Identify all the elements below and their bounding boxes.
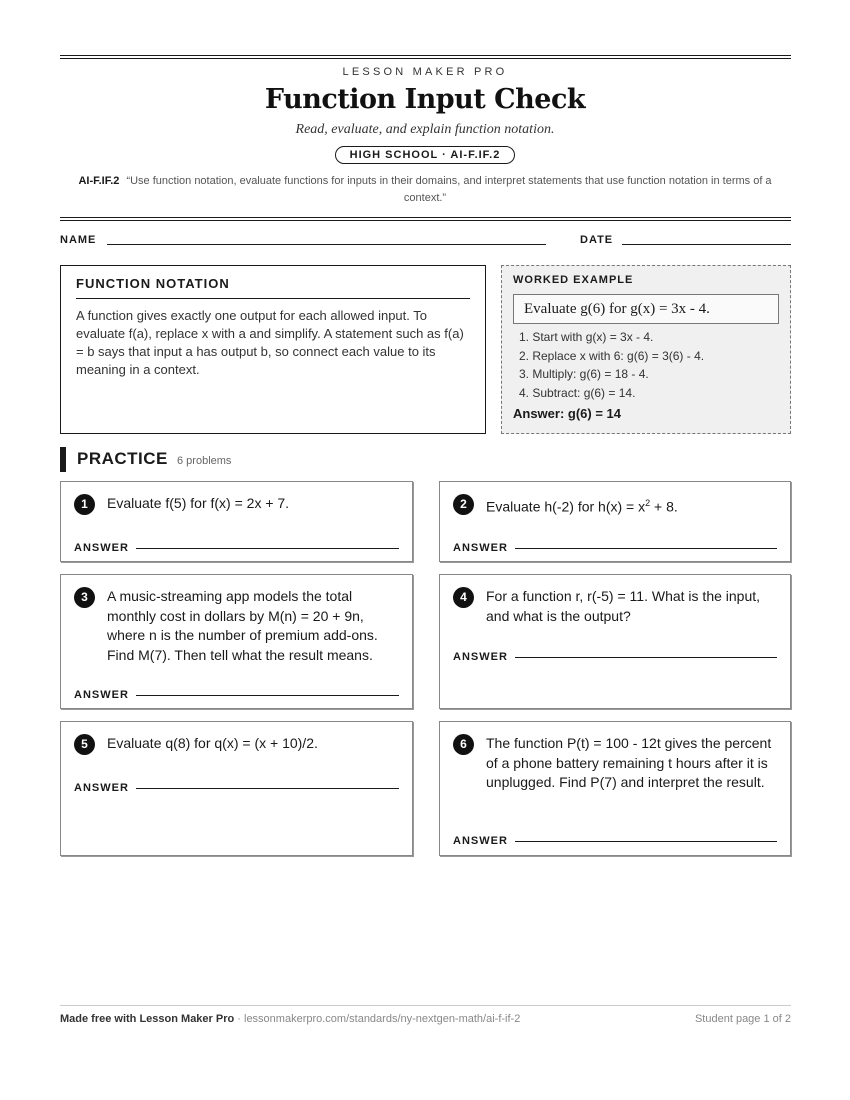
- practice-title: PRACTICE: [77, 449, 168, 468]
- problem-card-2: [439, 481, 791, 562]
- answer-row: [453, 831, 777, 849]
- worked-step: 1. Start with g(x) = 3x - 4.: [519, 330, 654, 344]
- problem-text: [486, 494, 777, 517]
- problem-card-5: [60, 721, 413, 856]
- page-title: Function Input Check: [264, 84, 586, 115]
- worked-step: 4. Subtract: g(6) = 14.: [519, 385, 636, 400]
- worked-example-box: [501, 265, 791, 434]
- exponent: 2: [645, 498, 651, 508]
- header-bottom-rule: [60, 217, 791, 221]
- problem-number: 6: [453, 734, 474, 755]
- name-field[interactable]: [107, 244, 546, 245]
- problem-number: 4: [453, 587, 474, 608]
- footer-credit: [60, 1013, 520, 1025]
- answer-label: ANSWER: [453, 835, 508, 847]
- problem-card-1: [60, 481, 413, 562]
- function-notation-text: A function gives exactly one output for each allowed input. To evaluate f(a), replace x with a and simplify. A statement such as f(a) = b says that input a has output b, so connect each value to its meaning in a context.: [76, 308, 464, 377]
- page-subtitle: Read, evaluate, and explain function notation.: [295, 122, 555, 137]
- worked-example-answer: Answer: g(6) = 14: [513, 406, 622, 421]
- problem-number: 5: [74, 734, 95, 755]
- answer-field-6[interactable]: [515, 841, 777, 842]
- answer-label: ANSWER: [74, 689, 129, 701]
- problem-text-part: + 8.: [650, 498, 678, 515]
- problem-card-6: [439, 721, 791, 856]
- answer-label: ANSWER: [74, 542, 129, 554]
- date-label: DATE: [580, 234, 614, 246]
- date-field[interactable]: [622, 244, 791, 245]
- answer-field-2[interactable]: [515, 548, 777, 549]
- worked-example-steps: [513, 328, 779, 402]
- answer-row: [453, 538, 777, 556]
- worked-step: 2. Replace x with 6: g(6) = 3(6) - 4.: [519, 348, 705, 363]
- problem-card-4: [439, 574, 791, 709]
- standard-code: AI-F.IF.2: [78, 175, 120, 187]
- answer-row: [74, 538, 399, 556]
- worked-step: 3. Multiply: g(6) = 18 - 4.: [519, 367, 649, 381]
- problem-text: Evaluate q(8) for q(x) = (x + 10)/2.: [107, 735, 318, 751]
- answer-label: ANSWER: [453, 542, 508, 554]
- problem-text-part: Evaluate h(-2) for h(x) = x: [486, 498, 646, 515]
- level-badge: HIGH SCHOOL · AI-F.IF.2: [335, 146, 516, 164]
- standard-text: “Use function notation, evaluate functions for inputs in their domains, and interpret statements that use function notation in terms of a context.”: [126, 175, 772, 204]
- answer-label: ANSWER: [74, 782, 129, 794]
- standard-description: [66, 173, 784, 207]
- footer-page-number: Student page 1 of 2: [694, 1013, 791, 1025]
- problem-text: Evaluate f(5) for f(x) = 2x + 7.: [107, 495, 290, 511]
- footer-made-with: Made free with Lesson Maker Pro: [60, 1013, 235, 1025]
- problem-number: 2: [453, 494, 474, 515]
- worked-example-heading: WORKED EXAMPLE: [513, 274, 634, 286]
- name-label: NAME: [60, 234, 97, 246]
- function-notation-heading: FUNCTION NOTATION: [76, 276, 470, 299]
- brand-name: LESSON MAKER PRO: [342, 66, 508, 78]
- answer-field-1[interactable]: [136, 548, 399, 549]
- answer-field-4[interactable]: [515, 657, 777, 658]
- answer-field-5[interactable]: [136, 788, 399, 789]
- practice-accent-bar: [60, 447, 66, 472]
- practice-count: 6 problems: [177, 455, 232, 467]
- worked-example-problem: Evaluate g(6) for g(x) = 3x - 4.: [513, 294, 779, 324]
- function-notation-box: [60, 265, 486, 434]
- problem-text: A music-streaming app models the total monthly cost in dollars by M(n) = 20 + 9n, where n is the number of premium add-ons. Find M(7). Then tell what the result means.: [107, 588, 378, 663]
- problem-number: 3: [74, 587, 95, 608]
- answer-row: [74, 685, 399, 703]
- answer-row: [74, 778, 399, 796]
- header-top-rule: [60, 55, 791, 59]
- problem-text: For a function r, r(-5) = 11. What is the input, and what is the output?: [486, 588, 761, 624]
- problem-text: The function P(t) = 100 - 12t gives the percent of a phone battery remaining t hours after it is unplugged. Find P(7) and interpret the result.: [486, 735, 772, 790]
- footer-rule: [60, 1005, 791, 1006]
- problem-card-3: [60, 574, 413, 709]
- problem-number: 1: [74, 494, 95, 515]
- answer-field-3[interactable]: [136, 695, 399, 696]
- footer-url[interactable]: · lessonmakerpro.com/standards/ny-nextgen-math/ai-f-if-2: [234, 1013, 521, 1025]
- answer-label: ANSWER: [453, 651, 508, 663]
- answer-row: [453, 647, 777, 665]
